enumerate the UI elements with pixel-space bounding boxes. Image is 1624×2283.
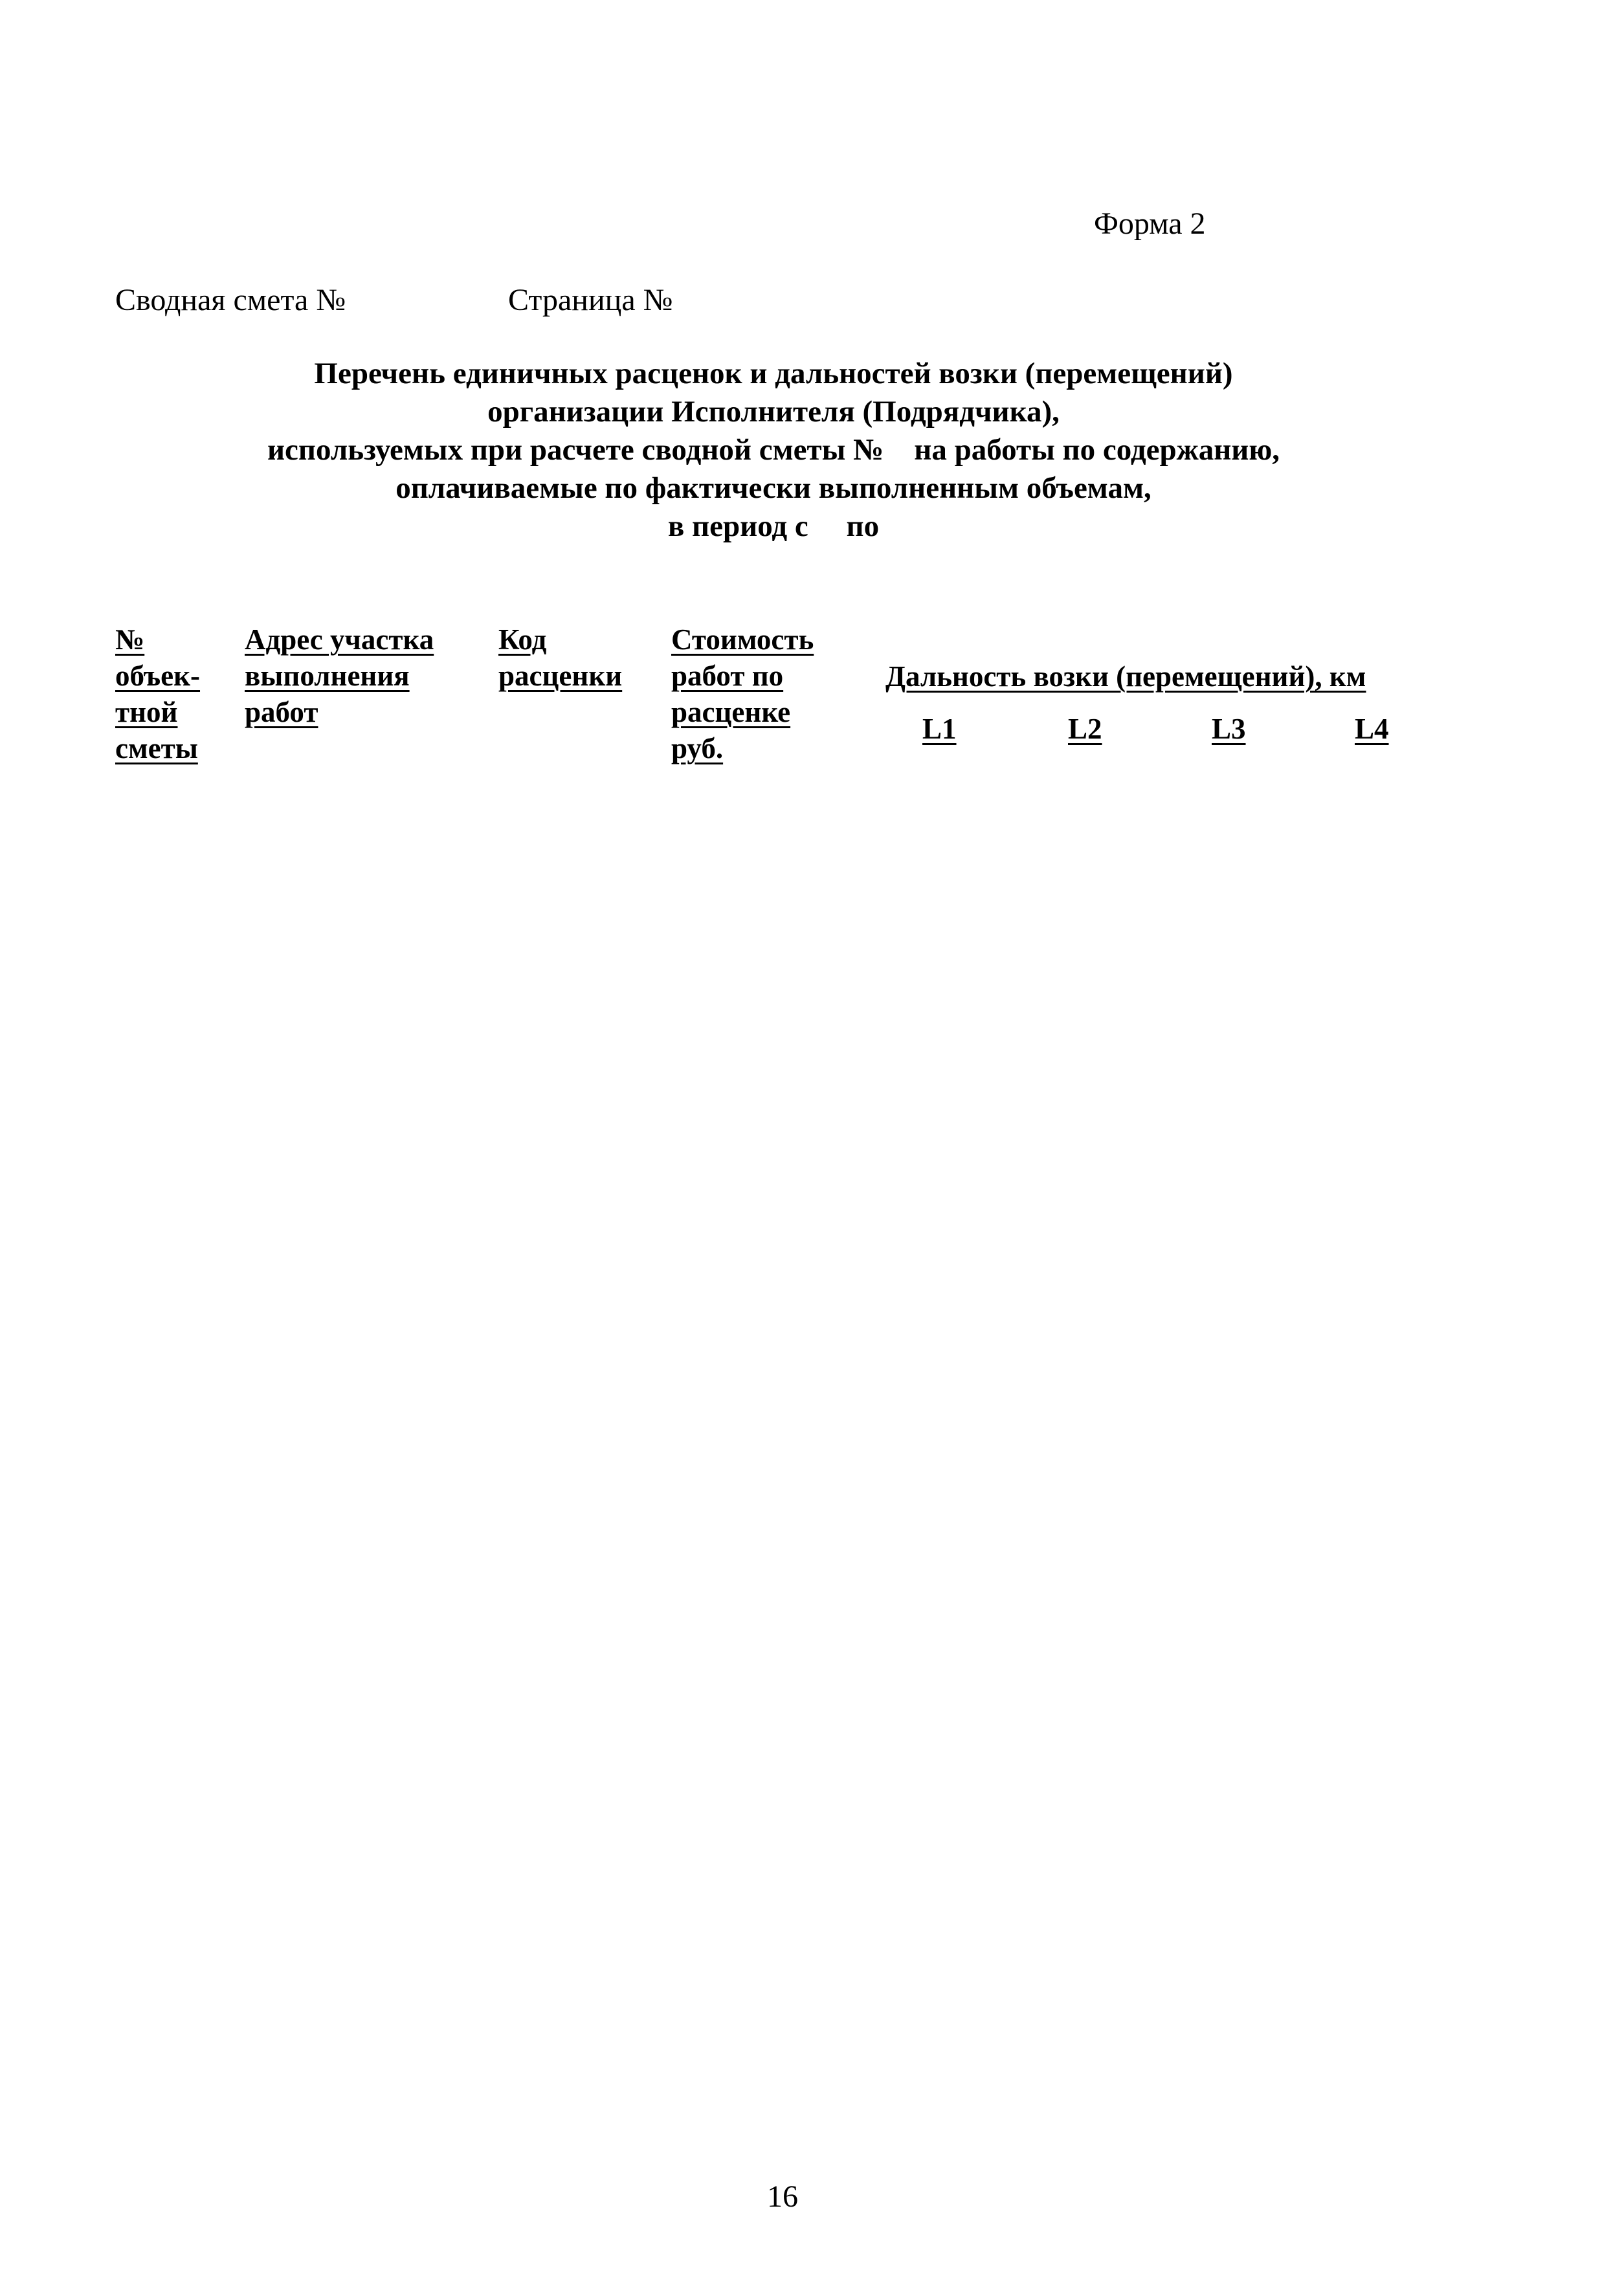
summary-estimate-label: Сводная смета № — [115, 283, 346, 317]
header-line: сметы — [115, 732, 198, 764]
header-l1: L1 — [922, 713, 957, 745]
header-distance — [885, 658, 1366, 695]
document-title — [0, 355, 1547, 546]
header-line: № — [115, 623, 145, 656]
title-line: оплачиваемые по фактически выполненным объемам, — [395, 471, 1151, 505]
header-line: руб. — [671, 732, 724, 764]
form-label: Форма 2 — [1094, 206, 1206, 241]
header-rate-code — [498, 621, 622, 694]
header-cost — [671, 621, 814, 766]
header-line: объек- — [115, 660, 201, 692]
title-line: в период с по — [667, 509, 880, 543]
header-object-estimate-no — [115, 621, 200, 766]
header-line: работ по — [671, 660, 784, 692]
header-site-address — [245, 621, 434, 730]
header-line: выполнения — [245, 660, 410, 692]
header-line: расценки — [498, 660, 623, 692]
header-line: тной — [115, 696, 178, 728]
page-label: Страница № — [508, 283, 673, 317]
header-l2: L2 — [1068, 713, 1102, 745]
header-l4: L4 — [1355, 713, 1389, 745]
header-l3: L3 — [1212, 713, 1246, 745]
header-line: Дальность возки (перемещений), км — [885, 660, 1366, 693]
page-number: 16 — [767, 2179, 798, 2214]
header-line: Код — [498, 623, 547, 656]
title-line: используемых при расчете сводной сметы № на работы по содержанию, — [267, 433, 1280, 467]
header-line: Стоимость — [671, 623, 814, 656]
title-line: Перечень единичных расценок и дальностей возки (перемещений) — [314, 357, 1233, 390]
header-line: расценке — [671, 696, 791, 728]
header-line: работ — [245, 696, 318, 728]
header-line: Адрес участка — [245, 623, 434, 656]
title-line: организации Исполнителя (Подрядчика), — [487, 395, 1060, 429]
